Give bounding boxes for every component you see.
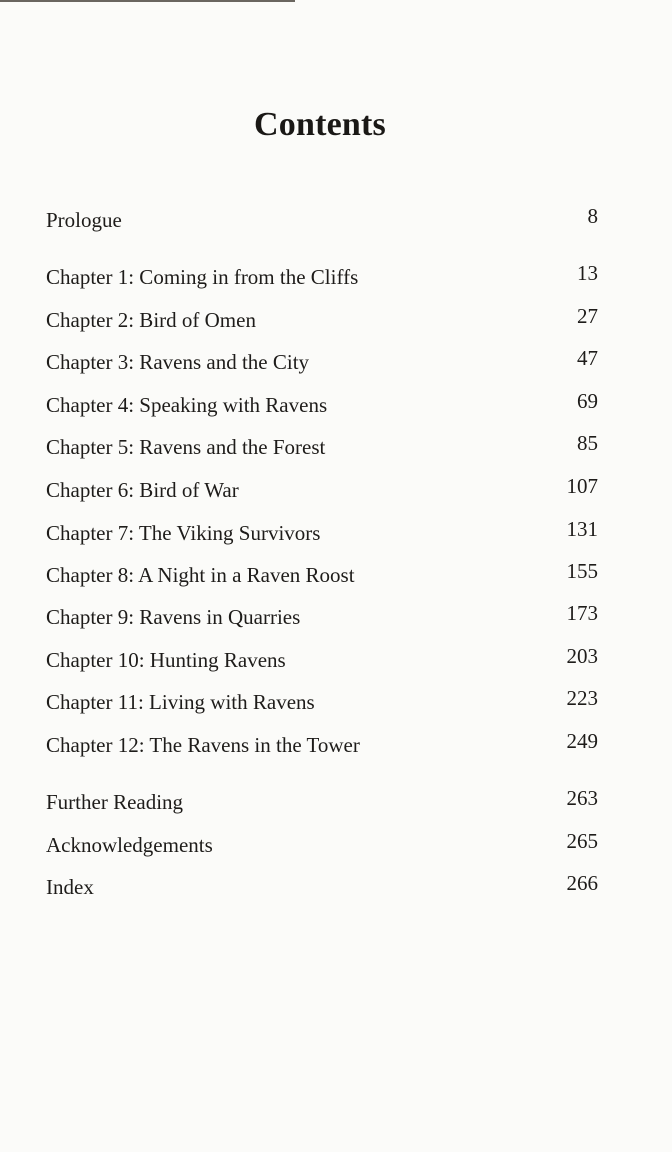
toc-entry-chapter-2 xyxy=(46,305,598,335)
toc-entry-title: Further Reading xyxy=(46,790,184,814)
toc-entry-chapter-9 xyxy=(46,602,598,632)
page-title: Contents xyxy=(254,106,386,143)
toc-entry-page: 203 xyxy=(566,644,598,668)
toc-entry-title: Chapter 2: Bird of Omen xyxy=(46,308,256,332)
toc-entry-further-reading xyxy=(46,787,598,817)
toc-entry-title: Chapter 6: Bird of War xyxy=(46,478,239,502)
toc-entry-title: Acknowledgements xyxy=(46,833,213,857)
toc-entry-acknowledgements xyxy=(46,830,598,860)
toc-entry-chapter-10 xyxy=(46,645,598,675)
toc-entry-chapter-1 xyxy=(46,262,598,292)
toc-entry-prologue xyxy=(46,205,598,235)
toc-entry-title: Index xyxy=(46,875,94,899)
toc-entry-page: 131 xyxy=(566,517,598,541)
toc-entry-page: 47 xyxy=(577,346,598,370)
toc-entry-page: 263 xyxy=(566,786,598,810)
toc-entry-title: Chapter 11: Living with Ravens xyxy=(46,690,315,714)
toc-entry-title: Prologue xyxy=(46,208,122,232)
toc-entry-title: Chapter 3: Ravens and the City xyxy=(46,350,310,374)
toc-entry-chapter-4 xyxy=(46,390,598,420)
toc-entry-title: Chapter 5: Ravens and the Forest xyxy=(46,435,326,459)
toc-entry-page: 69 xyxy=(577,389,598,413)
toc-entry-chapter-7 xyxy=(46,518,598,548)
toc-entry-page: 266 xyxy=(566,871,598,895)
toc-entry-title: Chapter 10: Hunting Ravens xyxy=(46,648,286,672)
toc-entry-page: 8 xyxy=(587,204,598,228)
toc-entry-page: 107 xyxy=(566,474,598,498)
toc-entry-title: Chapter 1: Coming in from the Cliffs xyxy=(46,265,359,289)
toc-entry-index xyxy=(46,872,598,902)
toc-entry-page: 249 xyxy=(566,729,598,753)
toc-entry-page: 223 xyxy=(566,686,598,710)
toc-entry-title: Chapter 12: The Ravens in the Tower xyxy=(46,733,360,757)
toc-entry-chapter-3 xyxy=(46,347,598,377)
toc-entry-title: Chapter 7: The Viking Survivors xyxy=(46,521,321,545)
toc-entry-title: Chapter 8: A Night in a Raven Roost xyxy=(46,563,355,587)
toc-entry-page: 265 xyxy=(566,829,598,853)
toc-entry-chapter-8 xyxy=(46,560,598,590)
toc-entry-page: 85 xyxy=(577,431,598,455)
page-edge-line xyxy=(0,0,295,2)
toc-entry-title: Chapter 4: Speaking with Ravens xyxy=(46,393,328,417)
toc-entry-page: 27 xyxy=(577,304,598,328)
toc-entry-title: Chapter 9: Ravens in Quarries xyxy=(46,605,301,629)
toc-entry-page: 155 xyxy=(566,559,598,583)
toc-entry-chapter-11 xyxy=(46,687,598,717)
toc-entry-page: 13 xyxy=(577,261,598,285)
toc-entry-chapter-6 xyxy=(46,475,598,505)
toc-entry-chapter-12 xyxy=(46,730,598,760)
toc-entry-page: 173 xyxy=(566,601,598,625)
toc-entry-chapter-5 xyxy=(46,432,598,462)
